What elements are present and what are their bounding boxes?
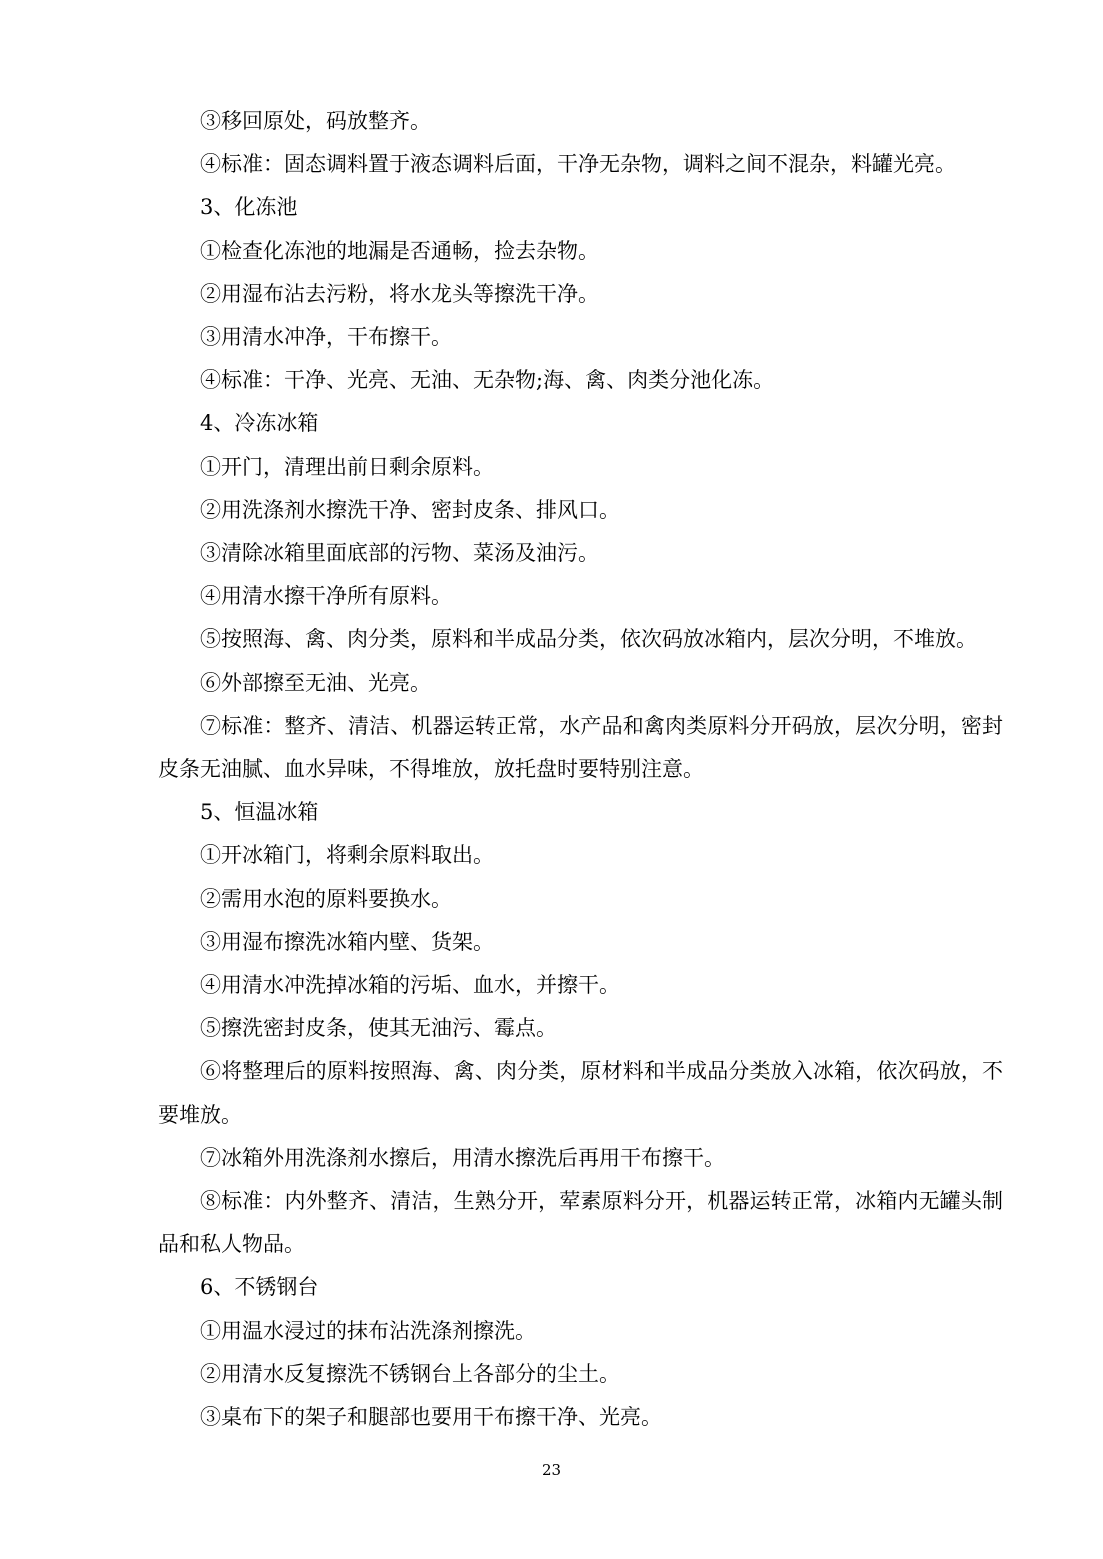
paragraph: ①检查化冻池的地漏是否通畅，捡去杂物。 — [200, 238, 599, 263]
section-heading: 5、恒温冰箱 — [200, 800, 319, 825]
page-body — [158, 100, 1003, 1439]
paragraph: ④用清水冲洗掉冰箱的污垢、血水，并擦干。 — [200, 973, 620, 998]
paragraph: ⑤擦洗密封皮条，使其无油污、霉点。 — [200, 1016, 557, 1041]
paragraph: ④标准：固态调料置于液态调料后面，干净无杂物，调料之间不混杂，料罐光亮。 — [200, 152, 956, 177]
section-heading: 6、不锈钢台 — [200, 1275, 319, 1300]
paragraph: ②用洗涤剂水擦洗干净、密封皮条、排风口。 — [200, 497, 620, 522]
paragraph: ③清除冰箱里面底部的污物、菜汤及油污。 — [200, 541, 599, 566]
paragraph: ④用清水擦干净所有原料。 — [200, 584, 452, 609]
paragraph: ①开门，清理出前日剩余原料。 — [200, 454, 494, 479]
paragraph: ①用温水浸过的抹布沾洗涤剂擦洗。 — [200, 1318, 536, 1343]
paragraph: ③用湿布擦洗冰箱内壁、货架。 — [200, 929, 494, 954]
paragraph: ③桌布下的架子和腿部也要用干布擦干净、光亮。 — [200, 1405, 662, 1430]
section-heading: 4、冷冻冰箱 — [200, 411, 319, 436]
paragraph: ⑧标准：内外整齐、清洁，生熟分开，荤素原料分开，机器运转正常，冰箱内无罐头制品和私人物品。 — [158, 1189, 1003, 1257]
page-number: 23 — [541, 1461, 562, 1479]
paragraph: ⑥将整理后的原料按照海、禽、肉分类，原材料和半成品分类放入冰箱，依次码放，不要堆放。 — [158, 1059, 1003, 1127]
paragraph: ②用湿布沾去污粉，将水龙头等擦洗干净。 — [200, 281, 599, 306]
paragraph: ①开冰箱门，将剩余原料取出。 — [200, 843, 494, 868]
paragraph: ③用清水冲净，干布擦干。 — [200, 325, 452, 350]
section-heading: 3、化冻池 — [200, 195, 298, 220]
paragraph: ⑦标准：整齐、清洁、机器运转正常，水产品和禽肉类原料分开码放，层次分明，密封皮条无油腻、血水异味，不得堆放，放托盘时要特别注意。 — [158, 713, 1003, 782]
paragraph: ②需用水泡的原料要换水。 — [200, 886, 452, 911]
paragraph: ⑦冰箱外用洗涤剂水擦后，用清水擦洗后再用干布擦干。 — [200, 1145, 725, 1170]
paragraph: ⑤按照海、禽、肉分类，原料和半成品分类，依次码放冰箱内，层次分明，不堆放。 — [200, 627, 977, 652]
paragraph: ⑥外部擦至无油、光亮。 — [200, 670, 431, 695]
paragraph: ④标准：干净、光亮、无油、无杂物;海、禽、肉类分池化冻。 — [200, 368, 775, 393]
paragraph: ③移回原处，码放整齐。 — [200, 109, 431, 133]
paragraph: ②用清水反复擦洗不锈钢台上各部分的尘土。 — [200, 1361, 620, 1386]
